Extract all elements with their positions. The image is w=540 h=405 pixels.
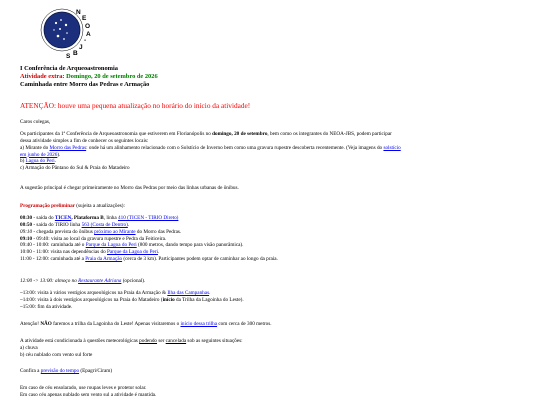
neoa-jbs-logo [36, 3, 96, 61]
location-b: b) Lagoa do Peri. [20, 158, 57, 165]
parque-lagoa-peri-link[interactable]: Parque da Lagoa do Peri [85, 242, 137, 249]
praia-armacao-link[interactable]: Praia da Armação [85, 256, 123, 263]
date-value: Domingo, 20 de setembro de 2026 [66, 73, 158, 80]
linha-410-link[interactable]: 410 (TICEN - TIRIO Direto) [118, 215, 179, 221]
schedule-row: 10:00 - 11:00: visita nas dependências do Parque da Lagoa do Peri. [20, 249, 160, 256]
svg-text:S: S [66, 53, 71, 60]
forecast: Confira a previsão do tempo (Epagri/Ciram) [20, 368, 113, 374]
mirante-link[interactable]: próximo ao Mirante [94, 228, 136, 235]
svg-text:B: B [73, 50, 78, 57]
morro-das-pedras-link[interactable]: Morro das Pedras [49, 144, 87, 151]
schedule-row: 09:10 - 09:40: visita ao local da gravura rupestre e Pedra da Feiticeira. [20, 235, 167, 242]
junho-2026-link[interactable]: em junho de 2026 [20, 151, 58, 158]
program-title: Programação preliminar (sujeita a atualizações): [20, 203, 125, 209]
schedule-row: 11:00 - 12:00: caminhada até a Praia da Armação (cerca de 3 km). Participantes podem optar de caminhar ao longo da praia. [20, 256, 278, 263]
schedule-row: 09:10 - chegada prevista do ônibus próximo ao Mirante do Morro das Pedras. [20, 228, 182, 235]
location-a: a) Mirante do Morro das Pedras: onde há um alinhamento relacionado com o Solstício de Inverno bem como uma gravura rupestre descoberta recentemente. (Veja imagens do solstício [20, 144, 401, 151]
restaurante-link[interactable]: Restaurante Adriana [78, 278, 122, 284]
event-date [20, 73, 158, 81]
location-a-cont: em junho de 2026). [20, 151, 61, 158]
intro-paragraph: Os participantes da 1ª Conferência de Arqueoastronomia que estiverem em Florianópolis no domingo, 20 de setembro, bem como os integrantes do NEOA-JBS, podem participar [20, 131, 392, 137]
afternoon-schedule [20, 290, 528, 311]
intro-section [20, 131, 528, 172]
trail-warning: Atenção! NÃO faremos a trilha da Lagoinha do Leste! Apenas visitaremos o início dessa trilha com cerca de 300 metros. [20, 321, 272, 327]
inicio-trilha-link[interactable]: início dessa trilha [180, 321, 218, 327]
schedule-row: 08:30 - saída do TICEN, Plataforma B, linha 410 (TICEN - TIRIO Direto) [20, 215, 179, 221]
schedule-row: ~13:00: visita à vários vestígios arqueológicos na Praia da Armação & Ilha das Campanhas. [20, 290, 211, 296]
schedule-row: ~14:00: visita à dois vestígios arqueológicos na Praia do Matadeiro (início da Trilha da Lagoinha do Leste). [20, 296, 244, 303]
ticen-link[interactable]: TICEN [54, 215, 72, 221]
weather-conditions: A atividade está condicionada à questões meteorológicas podendo ser cancelada sob as seguintes situações: a) chuva b) céu nublado com vento sul forte [20, 338, 243, 358]
schedule-row: ~15:00: fim da atividade. [20, 303, 73, 310]
svg-text:O: O [85, 23, 91, 30]
location-c: c) Armação do Pântano do Sul & Praia do Matadeiro [20, 165, 130, 172]
event-route: Caminhada entre Morro das Pedras e Armação [20, 81, 150, 88]
lunch: 12:00 -> 13:00: almoço no Restaurante Adriana (opcional). [20, 278, 146, 284]
schedule-row: 08:50 - saída do TIRIO linha 563 (Costa de Dentro). [20, 221, 130, 228]
ilha-campanhas-link[interactable]: Ilha das Campanhas [167, 290, 210, 296]
previsao-tempo-link[interactable]: previsão do tempo [40, 368, 80, 374]
solsticio-link[interactable]: solstício [383, 144, 401, 151]
linha-563-link[interactable]: 563 (Costa de Dentro) [81, 221, 128, 228]
suggestion: A sugestão principal é chegar primeiramente no Morro das Pedras por meio das linhas urbanas de ônibus. [20, 185, 239, 191]
update-alert: ATENÇÃO: houve uma pequena atualização no horário do início da atividade! [20, 101, 251, 110]
program-section [20, 203, 528, 210]
schedule-list [20, 215, 528, 263]
closing-notes: Em caso de céu ensolarado, use roupas leves e protetor solar. Em caso céu apenas nublado sem vento sul a atividade é mantida. [20, 385, 157, 398]
greeting: Caros colegas, [20, 119, 51, 125]
svg-text:A: A [86, 31, 91, 38]
lagoa-do-peri-link[interactable]: Lagoa do Peri [25, 158, 55, 165]
parque-lagoa-peri-link-2[interactable]: Parque da Lagoa do Peri [106, 249, 158, 256]
svg-text:E: E [82, 15, 87, 22]
svg-text:J: J [79, 44, 83, 51]
intro-paragraph-line2: dessa atividade simples a fim de conhecer os seguintes locais: [20, 137, 149, 144]
event-title: I Conferência de Arqueoastronomia [20, 65, 118, 72]
svg-text:-: - [84, 37, 87, 44]
event-header [20, 65, 158, 89]
schedule-row: 09:40 - 10:00: caminhada até o Parque da Lagoa do Peri (800 metros, dando tempo para visão panorâmica). [20, 242, 244, 249]
svg-text:N: N [76, 9, 81, 16]
date-label: Atividade extra: [20, 73, 65, 80]
